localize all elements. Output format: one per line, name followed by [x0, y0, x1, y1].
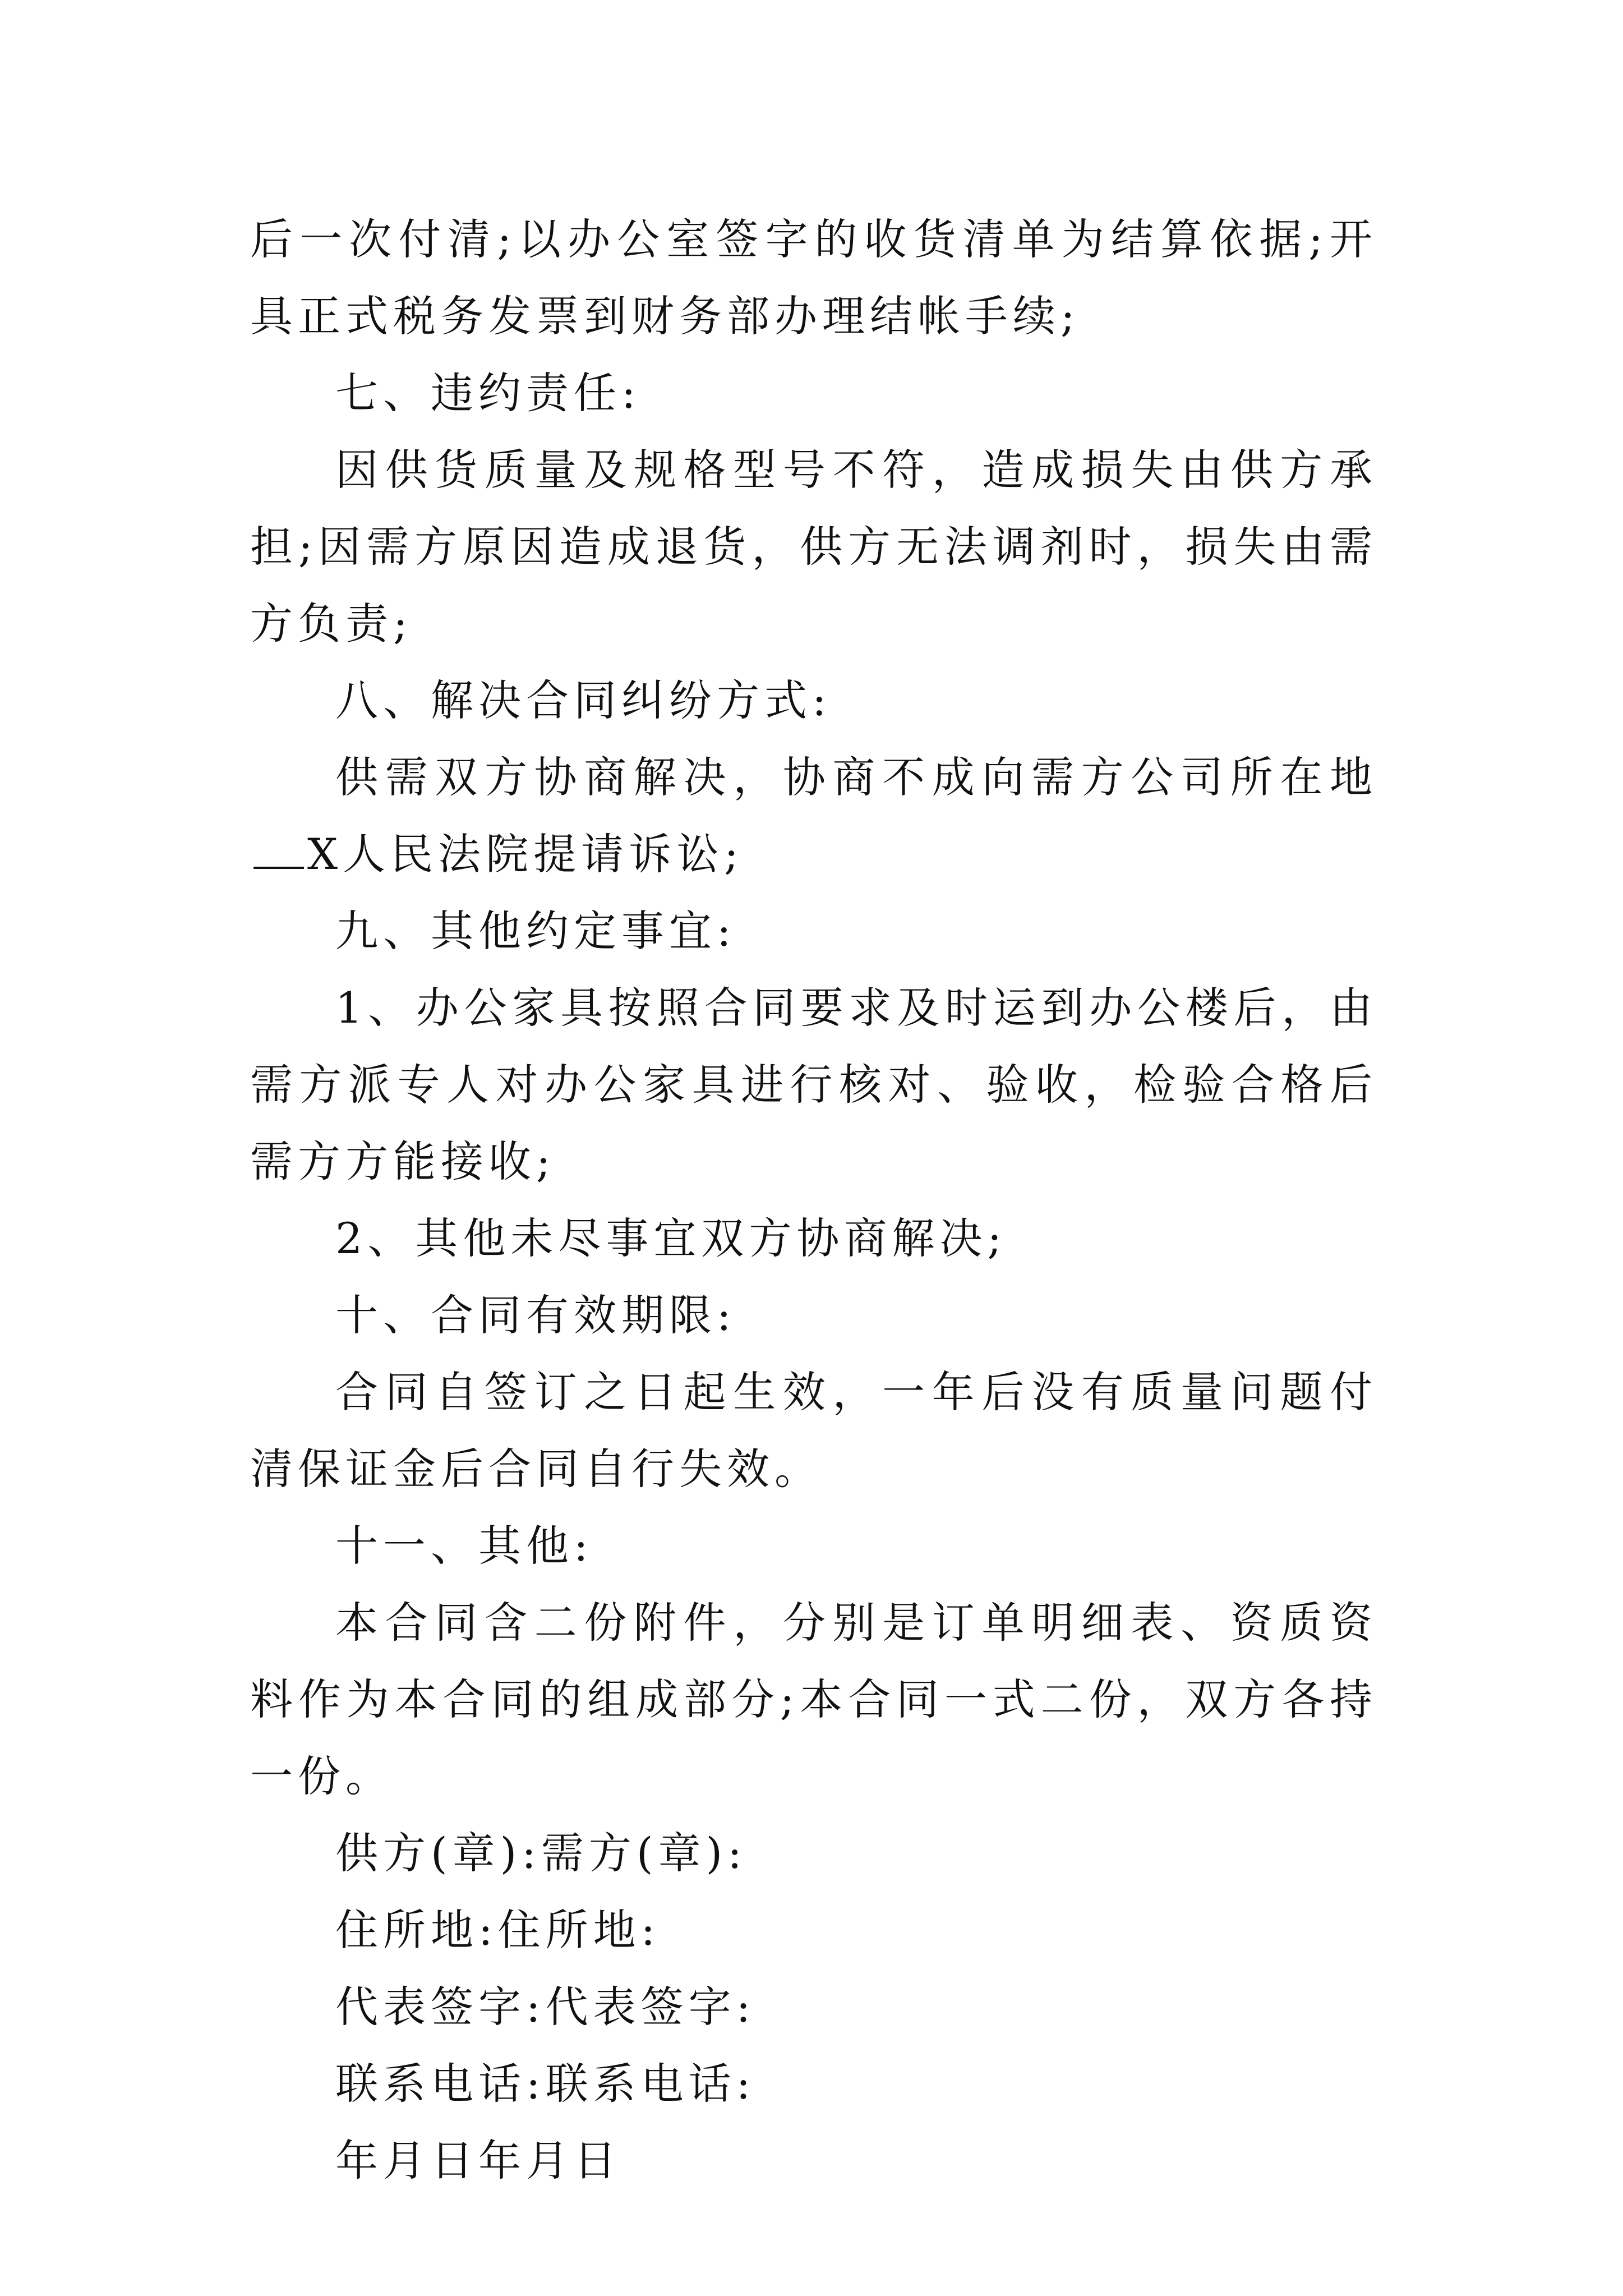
section-11-text: 本合同含二份附件，分别是订单明细表、资质资料作为本合同的组成部分;本合同一式二份，双方各持一份。	[250, 1598, 1377, 1801]
blank-underline	[253, 833, 304, 869]
section-7-text: 因供货质量及规格型号不符，造成损失由供方承担;因需方原因造成退货，供方无法调剂时，损失由需方负责;	[250, 445, 1377, 648]
payment-terms-continued: 后一次付清;以办公室签字的收货清单为结算依据;开具正式税务发票到财务部办理结帐手续;	[250, 214, 1377, 341]
address-line: 住所地:住所地:	[335, 1905, 661, 1955]
section-8-text-part1: 供需双方协商解决，协商不成向需方公司所在地	[335, 752, 1377, 802]
section-8-text	[250, 739, 1377, 892]
phone-line: 联系电话:联系电话:	[335, 2059, 756, 2109]
section-11-heading: 十一、其他:	[335, 1521, 593, 1571]
signature-line: 代表签字:代表签字:	[335, 1982, 756, 2032]
section-8-heading: 八、解决合同纠纷方式:	[335, 675, 832, 725]
section-10-heading: 十、合同有效期限:	[335, 1290, 736, 1340]
section-8-text-part2: X人民法院提请诉讼;	[307, 829, 744, 879]
section-10-text: 合同自签订之日起生效，一年后没有质量问题付清保证金后合同自行失效。	[250, 1367, 1377, 1494]
section-9-heading: 九、其他约定事宜:	[335, 906, 736, 956]
date-line: 年月日年月日	[335, 2136, 621, 2185]
section-9-item-2: 2、其他未尽事宜双方协商解决;	[335, 1213, 1007, 1263]
contract-body	[250, 201, 1377, 2199]
section-9-item-1: 1、办公家具按照合同要求及时运到办公楼后，由需方派专人对办公家具进行核对、验收，检验合格后需方方能接收;	[250, 983, 1377, 1186]
seal-line: 供方(章):需方(章):	[335, 1828, 747, 1878]
section-7-heading: 七、违约责任:	[335, 368, 641, 418]
